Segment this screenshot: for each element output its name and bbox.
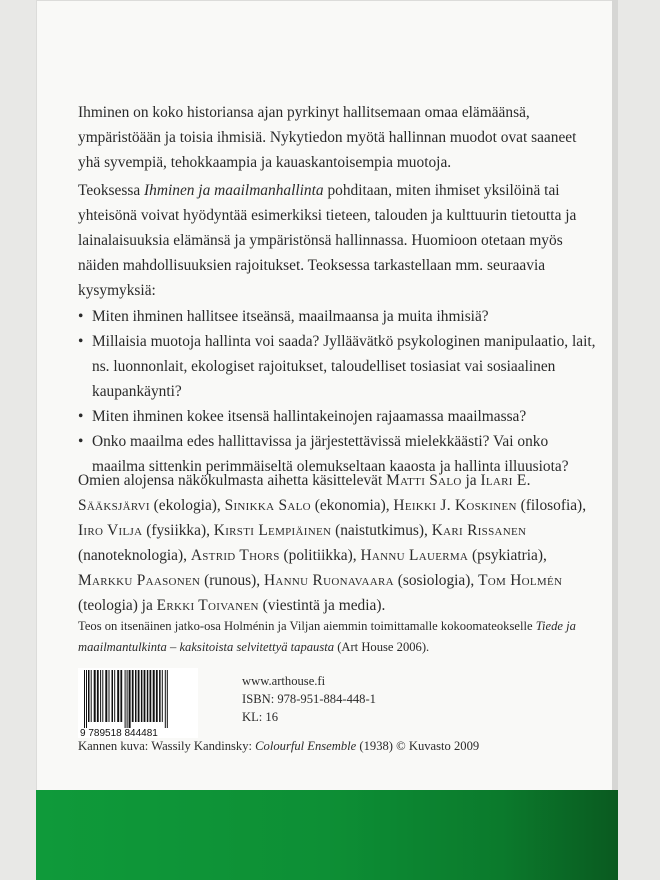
separator: , xyxy=(424,522,432,539)
barcode-bar xyxy=(109,670,110,722)
author-field: (sosiologia) xyxy=(397,572,471,589)
question-text: Onko maailma edes hallittavissa ja järjestettävissä mielekkäästi? Vai onko maailma sittenkin perimmäiseltä olemukseltaan kaaosta ja hallinta illuusiota? xyxy=(92,433,569,475)
barcode-digits: 9 789518 844481 xyxy=(80,728,158,738)
separator: , xyxy=(582,497,587,514)
kl-classification: KL: 16 xyxy=(242,710,279,724)
note-text: Teos on itsenäinen jatko-osa Holménin ja Viljan aiemmin toimittamalle kokoomateokselle xyxy=(78,619,536,633)
author-field: (viestintä ja media) xyxy=(262,597,382,614)
separator: , xyxy=(385,497,394,514)
separator: , xyxy=(216,497,225,514)
barcode-bar xyxy=(97,670,99,722)
green-color-band xyxy=(36,790,618,880)
author-name: Matti Salo xyxy=(386,472,462,489)
credit-text: Kannen kuva: Wassily Kandinsky: xyxy=(78,739,256,753)
barcode-bar xyxy=(135,670,137,722)
description-paragraph xyxy=(78,178,598,303)
barcode-bar xyxy=(94,670,96,722)
barcode-bar xyxy=(120,670,122,722)
author-field: (ekonomia) xyxy=(314,497,386,514)
author-name: Hannu Lauerma xyxy=(360,547,469,564)
barcode-area xyxy=(78,668,598,738)
barcode-bars xyxy=(78,668,198,738)
list-item xyxy=(78,329,598,404)
question-list xyxy=(78,304,598,479)
author-field: (runous) xyxy=(204,572,257,589)
previous-book-title: Tiede ja maailmantulkinta – kaksitoista selvitettyä tapausta xyxy=(78,619,576,654)
barcode-bar xyxy=(159,670,161,722)
authors-lead: Omien alojensa näkökulmasta aihetta käsittelevät xyxy=(78,472,387,489)
bullet: • xyxy=(78,433,84,450)
barcode-bar xyxy=(141,670,143,722)
barcode-bar xyxy=(132,670,134,722)
barcode-bar xyxy=(102,670,103,722)
cover-image-credit xyxy=(78,736,598,757)
author-name: Astrid Thors xyxy=(190,547,280,564)
author-name: Hannu Ruonavaara xyxy=(263,572,394,589)
series-note xyxy=(78,616,598,658)
author-field: (teologia) xyxy=(78,597,138,614)
barcode-bar xyxy=(162,670,163,722)
author-name: Kari Rissanen xyxy=(431,522,527,539)
separator: , xyxy=(183,547,191,564)
barcode xyxy=(78,668,198,738)
author-name: Sinikka Salo xyxy=(224,497,311,514)
separator: . xyxy=(381,597,386,614)
separator: ja xyxy=(137,597,157,614)
question-text: Miten ihminen kokee itsensä hallintakeinojen rajaamassa maailmassa? xyxy=(92,408,527,425)
barcode-bar xyxy=(127,670,128,728)
list-item xyxy=(78,404,598,429)
separator: , xyxy=(256,572,264,589)
description-text-rest: pohditaan, miten ihmiset yksilöinä tai yhteisönä voivat hyödyntää esimerkiksi tieteen, talouden ja kulttuurin tietoutta ja lainalaisuuksia elämänsä ja ympäristönsä hallinnassa. Huomioon otetaan myös näiden mahdollisuuksien rajoitukset. Teoksessa tarkastellaan mm. seuraavia kysymyksiä: xyxy=(78,182,577,299)
separator: , xyxy=(352,547,361,564)
barcode-bar xyxy=(153,670,155,722)
separator: ja xyxy=(461,472,481,489)
separator: , xyxy=(206,522,214,539)
barcode-bar xyxy=(144,670,146,722)
publisher-info xyxy=(242,672,376,726)
bullet: • xyxy=(78,333,84,350)
question-text: Miten ihminen hallitsee itseänsä, maailmaansa ja muita ihmisiä? xyxy=(92,308,489,325)
back-cover xyxy=(36,0,618,880)
author-field: (psykiatria) xyxy=(472,547,543,564)
author-name: Tom Holmén xyxy=(478,572,563,589)
author-field: (fysiikka) xyxy=(146,522,207,539)
barcode-bar xyxy=(167,670,168,728)
cover-edge xyxy=(612,0,618,880)
barcode-bar xyxy=(150,670,152,722)
isbn-text: ISBN: 978-951-884-448-1 xyxy=(242,692,376,706)
barcode-bar xyxy=(88,670,90,722)
barcode-bar xyxy=(84,670,85,728)
authors-paragraph xyxy=(78,468,598,618)
barcode-bar xyxy=(129,670,131,728)
barcode-bar xyxy=(125,670,126,728)
author-name: Erkki Toivanen xyxy=(156,597,259,614)
author-field: (filosofia) xyxy=(520,497,583,514)
author-name: Markku Paasonen xyxy=(78,572,201,589)
barcode-bar xyxy=(105,670,107,722)
publisher-website: www.arthouse.fi xyxy=(242,674,326,688)
barcode-bar xyxy=(138,670,140,722)
barcode-bar xyxy=(112,670,114,722)
intro-paragraph: Ihminen on koko historiansa ajan pyrkinyt hallitsemaan omaa elämäänsä, ympäristöään ja toisia ihmisiä. Nykytiedon myötä hallinnan muodot ovat saaneet yhä syvempiä, tehokkaampia ja kauaskantoisempia muotoja. xyxy=(78,104,577,171)
author-field: (nanoteknologia) xyxy=(78,547,184,564)
bullet: • xyxy=(78,408,84,425)
bullet: • xyxy=(78,308,84,325)
note-text-end: (Art House 2006). xyxy=(334,640,430,654)
barcode-bar xyxy=(165,670,166,728)
artwork-title: Colourful Ensemble xyxy=(255,739,357,753)
barcode-bar xyxy=(114,670,115,722)
barcode-bar xyxy=(156,670,158,722)
separator: , xyxy=(470,572,479,589)
separator: , xyxy=(543,547,547,564)
list-item xyxy=(78,304,598,329)
barcode-bar xyxy=(117,670,119,722)
question-text: Millaisia muotoja hallinta voi saada? Jylläävätkö psykologinen manipulaatio, lait, ns. luonnonlait, ekologiset rajoitukset, taloudelliset tosiasiat vai sosiaalinen kaupankäynti? xyxy=(92,333,596,400)
book-title: Ihminen ja maailmanhallinta xyxy=(144,182,324,199)
author-name: Ilari E. Sääksjärvi xyxy=(78,472,531,514)
author-name: Iiro Vilja xyxy=(78,522,143,539)
barcode-bar xyxy=(86,670,87,728)
description-text-start: Teoksessa xyxy=(78,182,145,199)
author-name: Kirsti Lempiäinen xyxy=(213,522,332,539)
author-name: Heikki J. Koskinen xyxy=(393,497,517,514)
author-field: (ekologia) xyxy=(153,497,217,514)
author-field: (naistutkimus) xyxy=(335,522,425,539)
barcode-bar xyxy=(100,670,101,722)
barcode-bar xyxy=(147,670,149,722)
credit-text-end: (1938) © Kuvasto 2009 xyxy=(356,739,480,753)
author-field: (politiikka) xyxy=(283,547,353,564)
barcode-bar xyxy=(91,670,92,722)
